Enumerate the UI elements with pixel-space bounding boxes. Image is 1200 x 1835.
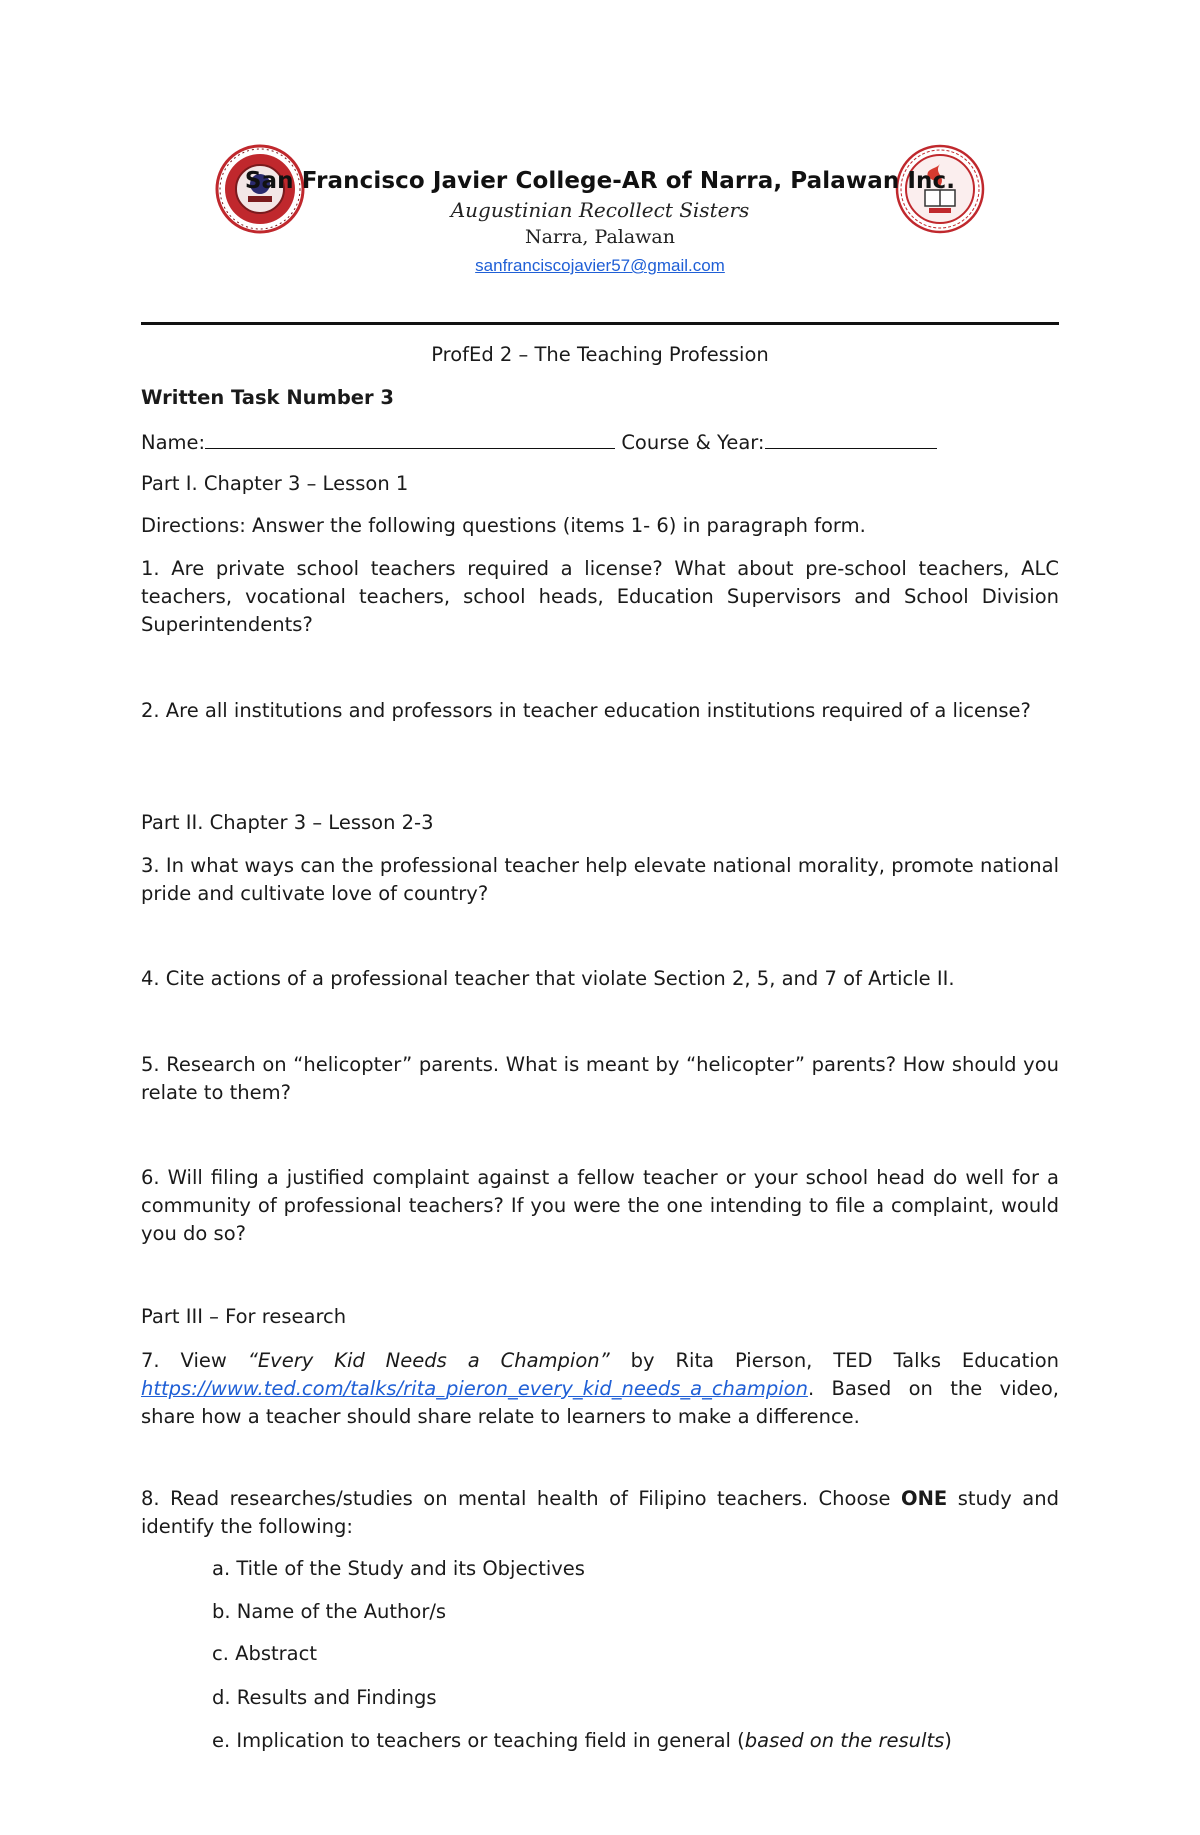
question-2: 2. Are all institutions and professors in teacher education institutions required of a license? [141,699,1031,722]
name-blank[interactable] [205,428,615,449]
course-title: ProfEd 2 – The Teaching Profession [431,343,769,366]
question-4: 4. Cite actions of a professional teacher that violate Section 2, 5, and 7 of Article II. [141,967,955,990]
name-course-line [141,428,1059,457]
part3-heading: Part III – For research [141,1305,347,1328]
question-3: 3. In what ways can the professional teacher help elevate national morality, promote national pride and cultivate love of country? [141,854,1059,905]
question-1: 1. Are private school teachers required a license? What about pre-school teachers, ALC teachers, vocational teachers, school heads, Education Supervisors and School Division Superintendents? [141,557,1059,636]
school-name: San Francisco Javier College-AR of Narra, Palawan Inc. [244,168,956,194]
item-e-prefix: e. Implication to teachers or teaching field in general ( [212,1729,745,1752]
course-year-blank[interactable] [765,428,937,449]
q7-video-title: “Every Kid Needs a Champion” [247,1349,610,1372]
course-year-label: Course & Year: [621,431,765,454]
q8-emphasis: ONE [901,1487,948,1510]
list-item: c. Abstract [212,1642,317,1665]
part2-heading: Part II. Chapter 3 – Lesson 2-3 [141,811,434,834]
q8-suffix: study and identify the following: [141,1487,1059,1538]
name-label: Name: [141,431,206,454]
item-e-italic: based on the results [744,1729,945,1752]
q7-prefix: 7. View [141,1349,248,1372]
q7-mid: by Rita Pierson, TED Talks Education [609,1349,1059,1372]
directions: Directions: Answer the following questions (items 1- 6) in paragraph form. [141,514,866,537]
part1-heading: Part I. Chapter 3 – Lesson 1 [141,472,409,495]
question-5: 5. Research on “helicopter” parents. What is meant by “helicopter” parents? How should you relate to them? [141,1053,1059,1104]
school-address: Narra, Palawan [524,226,675,248]
question-6: 6. Will filing a justified complaint against a fellow teacher or your school head do well for a community of professional teachers? If you were the one intending to file a complaint, would you do so? [141,1166,1059,1245]
q7-suffix: . Based on the video, share how a teacher should share relate to learners to make a difference. [141,1377,1059,1428]
task-title: Written Task Number 3 [141,386,394,409]
ted-talk-link[interactable]: https://www.ted.com/talks/rita_pieron_every_kid_needs_a_champion [141,1377,808,1400]
question-7 [141,1347,1059,1431]
list-item-e [212,1727,1058,1755]
list-item: b. Name of the Author/s [212,1600,447,1623]
school-motto: Augustinian Recollect Sisters [450,198,750,222]
header-divider [141,322,1059,325]
q8-prefix: 8. Read researches/studies on mental health of Filipino teachers. Choose [141,1487,902,1510]
school-email-link[interactable]: sanfranciscojavier57@gmail.com [475,256,725,275]
item-e-suffix: ) [944,1729,952,1752]
list-item: a. Title of the Study and its Objectives [212,1557,585,1580]
list-item: d. Results and Findings [212,1686,437,1709]
question-8 [141,1485,1059,1541]
